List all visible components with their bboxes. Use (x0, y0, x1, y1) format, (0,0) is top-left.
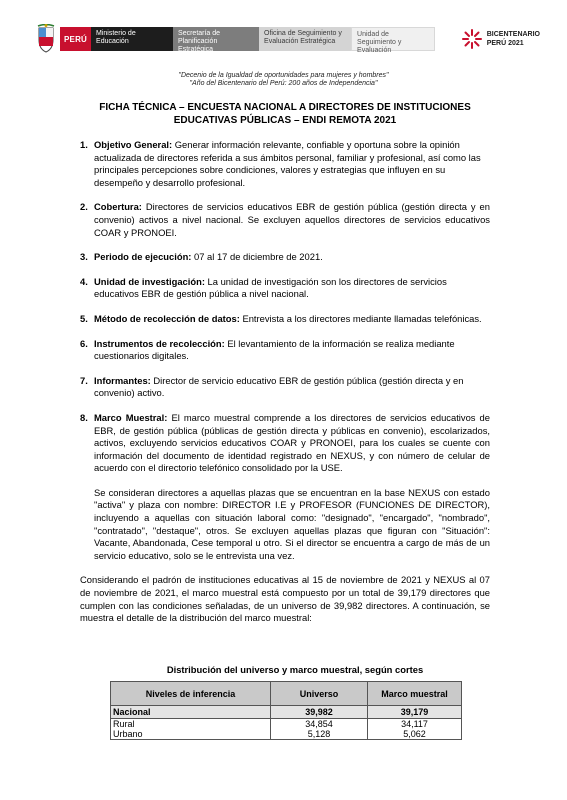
table-row (111, 729, 462, 740)
ministerio-label: Ministerio de Educación (91, 27, 173, 51)
bicentenario-line2: PERÚ 2021 (486, 40, 524, 47)
item-label: Objetivo General: (94, 139, 173, 150)
item-instrumentos (80, 338, 490, 363)
bicentenario-line1: BICENTENARIO (486, 31, 540, 38)
item-label: Método de recolección de datos: (94, 312, 240, 324)
item-text: El marco muestral comprende a los directores de servicios educativos de EBR, de gestión pública (públicas de gestión directa y públicas en convenio), escolarizados, activos, excluyendo servicios educativos COAR y PRONOEI, para los cuales se cuente con información del documento de identidad registrado en NEXUS, y con número de celular de acuerdo con el directorio telefónico consolidado por la USE. (94, 411, 490, 474)
item-number: 8. (80, 411, 88, 423)
peru-coat-of-arms-icon (36, 24, 56, 54)
item-number: 5. (80, 312, 88, 324)
table-cell: Rural (111, 719, 271, 730)
item-cobertura (80, 201, 490, 239)
decenio-line2: "Año del Bicentenario del Perú: 200 años de Independencia" (189, 80, 378, 87)
table-row (111, 719, 462, 730)
item-text: 07 al 17 de diciembre de 2021. (191, 251, 323, 263)
table-cell: 39,179 (368, 706, 462, 719)
title-line2: EDUCATIVAS PÚBLICAS – ENDI REMOTA 2021 (173, 115, 397, 126)
item-number: 4. (80, 275, 88, 287)
item-objetivo (80, 139, 490, 189)
table-cell: 5,062 (368, 729, 462, 740)
bicentenario-logo (461, 24, 540, 54)
item-unidad (80, 276, 490, 301)
table-row (111, 706, 462, 719)
item-text: Director de servicio educativo EBR de gestión pública (gestión directa y en convenio) activo. (94, 374, 464, 399)
decenio-line1: "Decenio de la Igualdad de oportunidades para mujeres y hombres" (178, 72, 389, 79)
column-header: Universo (271, 682, 368, 706)
item-label: Informantes: (94, 374, 151, 386)
item-number: 7. (80, 374, 88, 386)
table-cell: 5,128 (271, 729, 368, 740)
item-periodo (80, 251, 490, 264)
table-cell: Urbano (111, 729, 271, 740)
item-informantes (80, 375, 490, 400)
decenio-quote (0, 72, 567, 88)
table-title: Distribución del universo y marco muestral, según cortes (166, 664, 424, 675)
item-text: Entrevista a los directores mediante llamadas telefónicas. (239, 312, 482, 324)
table-cell: 34,117 (368, 719, 462, 730)
title-line1: FICHA TÉCNICA – ENCUESTA NACIONAL A DIRECTORES DE INSTITUCIONES (99, 102, 471, 113)
table-header-row (111, 682, 462, 706)
secretaria-label: Secretaría de Planificación Estratégica (173, 27, 259, 51)
item-label: Unidad de investigación: (94, 275, 205, 287)
item-number: 1. (80, 139, 88, 150)
item-metodo (80, 313, 490, 326)
page-title (60, 101, 510, 127)
table-cell: 39,982 (271, 706, 368, 719)
item-label: Cobertura: (94, 201, 142, 213)
column-header: Marco muestral (368, 682, 462, 706)
item-label: Marco Muestral: (94, 411, 168, 423)
minedu-logo-banner (60, 27, 435, 54)
ficha-items (80, 139, 490, 625)
item-text: La unidad de investigación son los directores de servicios educativos EBR de gestión pública a nivel nacional. (94, 275, 447, 300)
item-number: 6. (80, 337, 88, 349)
peru-label: PERÚ (60, 27, 91, 51)
document-header (30, 24, 540, 56)
item-text: El levantamiento de la información se realiza mediante cuestionarios digitales. (94, 337, 455, 362)
table-cell: Nacional (111, 706, 271, 719)
item-text: Directores de servicios educativos EBR de gestión pública (gestión directa y en convenio) activos a nivel nacional. Se excluyen aquellos directores de servicios educativos COAR y PRONOEI. (94, 201, 490, 238)
item-marco-muestral (80, 412, 490, 475)
item-number: 3. (80, 251, 88, 263)
distribution-table (110, 681, 462, 740)
table-cell: 34,854 (271, 719, 368, 730)
item-number: 2. (80, 201, 88, 213)
paragraph-directores: Se consideran directores a aquellas plazas que se encuentran en la base NEXUS con estado "activa" y plaza con nombre: DIRECTOR I.E y PROFESOR (FUNCIONES DE DIRECTOR), incluyendo a aquellas con situación laboral como: "designado", "encargado", "nombrado", "contratado", "destaque", otros. Se excluyen aquellas plazas que figuran con "Situación": Vacante, Abandonada, Cese temporal u otro. Si el director se encuentra a cargo de más de un servicio educativo, solo se le entrevista una vez. (94, 486, 490, 561)
item-label: Instrumentos de recolección: (94, 337, 225, 349)
column-header: Niveles de inferencia (111, 682, 271, 706)
bicentenario-emblem-icon (461, 28, 483, 50)
item-text: Generar información relevante, confiable y oportuna sobre la opinión actualizada de directores referida a sus ámbitos personal, familiar y profesional, así como las principales percepciones sobre condiciones, valores y estrategias que influyen en su desempeño y desarrollo profesional. (94, 139, 481, 188)
oficina-label: Oficina de Seguimiento y Evaluación Estratégica (259, 27, 351, 51)
paragraph-padron: Considerando el padrón de instituciones educativas al 15 de noviembre de 2021 y NEXUS al 07 de noviembre de 2021, el marco muestral está compuesto por un total de 39,179 directores que cumplen con las condiciones señaladas, de un universo de 39,982 directores. A continuación, se muestra el detalle de la distribución del marco muestral: (80, 574, 490, 624)
unidad-label: Unidad de Seguimiento y Evaluación (351, 27, 435, 51)
item-label: Periodo de ejecución: (94, 251, 192, 263)
